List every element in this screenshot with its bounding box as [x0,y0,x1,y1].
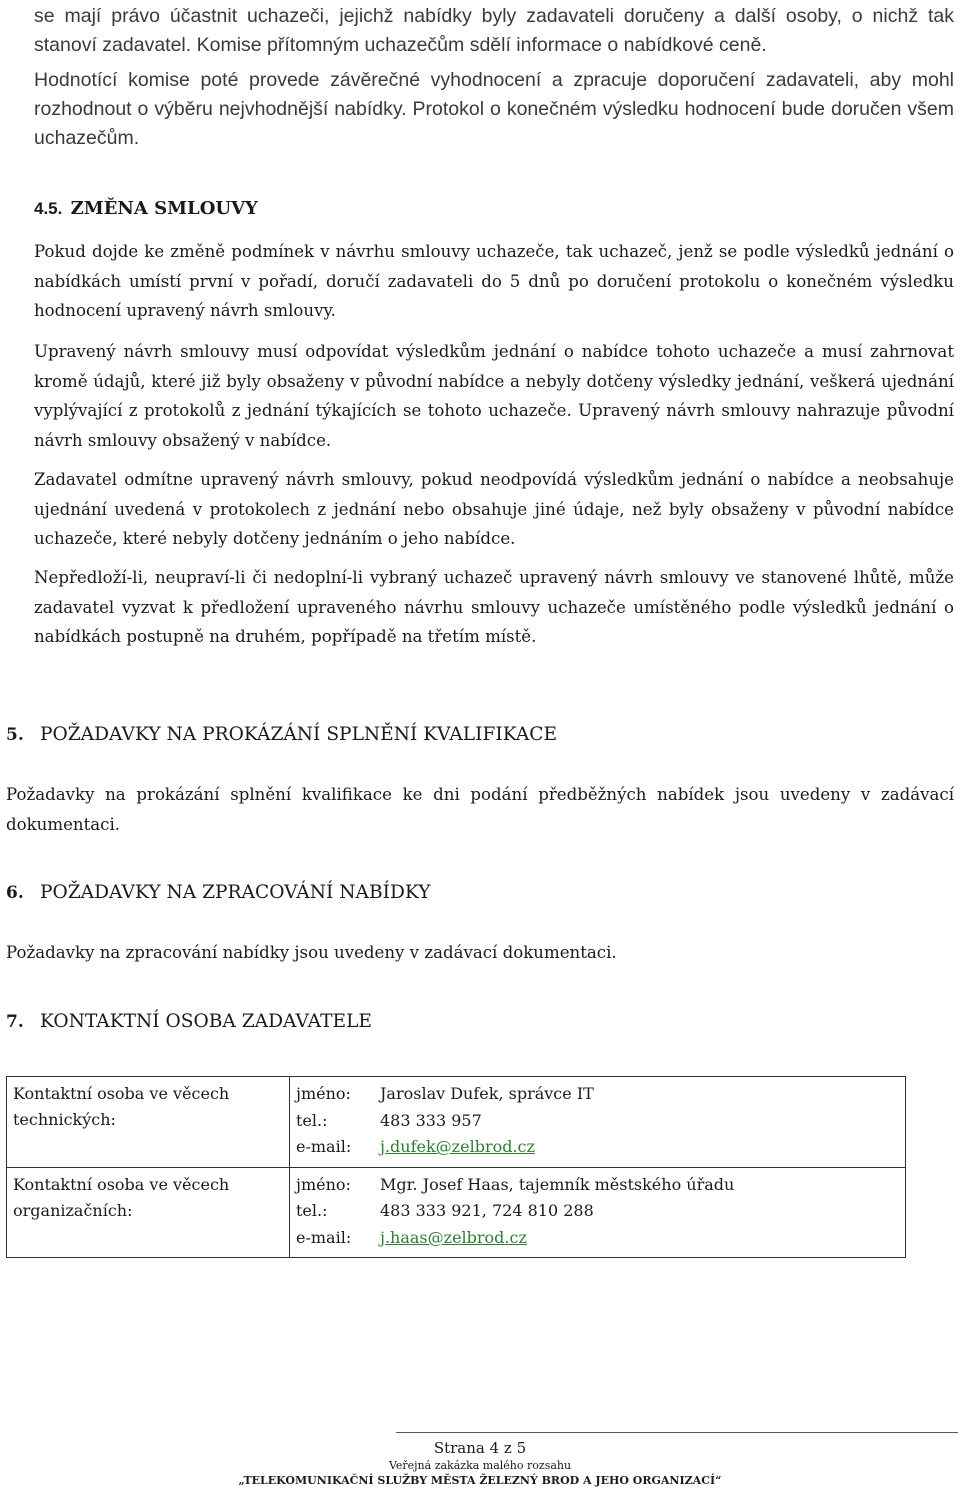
section-6-heading [6,880,431,906]
contact-details [290,1167,906,1258]
intro-paragraph-2: Hodnotící komise poté provede závěrečné vyhodnocení a zpracuje doporučení zadavateli, aby mohl rozhodnout o výběru nejvhodnější nabídky. Protokol o konečném výsledku hodnocení bude doručen všem uchazečům. [34,69,954,149]
section-7-number: 7. [6,1012,24,1032]
section-5-title: POŽADAVKY NA PROKÁZÁNÍ SPLNĚNÍ KVALIFIKACE [40,724,558,745]
tel-key: tel.: [296,1110,328,1130]
contact-name: Jaroslav Dufek, správce IT [380,1084,594,1103]
contact-name: Mgr. Josef Haas, tajemník městského úřadu [380,1174,735,1194]
contact-row-technical [7,1077,906,1168]
contact-email-link[interactable]: j.haas@zelbrod.cz [380,1227,527,1247]
section-7-heading [6,1009,372,1035]
section-7-title: KONTAKTNÍ OSOBA ZADAVATELE [40,1011,372,1032]
section-4-5-heading [34,196,258,222]
section-4-5-paragraph-1: Pokud dojde ke změně podmínek v návrhu smlouvy uchazeče, tak uchazeč, jenž se podle výsledků jednání o nabídkách umístí první v pořadí, doručí zadavateli do 5 dnů po doručení protokolu o konečném výsledku hodnocení upravený návrh smlouvy. [34,242,954,320]
name-key: jméno: [296,1174,351,1194]
section-5-number: 5. [6,725,24,745]
contact-table [6,1076,906,1258]
section-6-text: Požadavky na zpracování nabídky jsou uvedeny v zadávací dokumentaci. [6,943,617,962]
email-key: e-mail: [296,1227,352,1247]
contact-tel: 483 333 921, 724 810 288 [380,1201,594,1220]
name-key: jméno: [296,1084,351,1103]
contact-label: Kontaktní osoba ve věcech organizačních: [7,1167,290,1258]
contact-details [290,1077,906,1168]
intro-paragraph-1: se mají právo účastnit uchazeči, jejichž nabídky byly zadavateli doručeny a další osoby, o nichž tak stanoví zadavatel. Komise přítomným uchazečům sdělí informace o nabídkové ceně. [34,5,954,56]
tel-key: tel.: [296,1201,328,1220]
footer-doc-title: „TELEKOMUNIKAČNÍ SLUŽBY MĚSTA ŽELEZNÝ BROD A JEHO ORGANIZACÍ“ [238,1474,722,1487]
section-4-5-paragraph-2: Upravený návrh smlouvy musí odpovídat výsledkům jednání o nabídce tohoto uchazeče a musí zahrnovat kromě údajů, které již byly obsaženy v původní nabídce a nebyly dotčeny výsledky jednání, veškerá ujednání vyplývající z protokolů z jednání týkajících se tohoto uchazeče. Upravený návrh smlouvy nahrazuje původní návrh smlouvy obsažený v nabídce. [34,342,954,450]
email-key: e-mail: [296,1137,352,1156]
contact-tel: 483 333 957 [380,1110,482,1130]
section-4-5-number: 4.5. [34,199,63,218]
contact-email-link[interactable]: j.dufek@zelbrod.cz [380,1137,535,1156]
section-6-title: POŽADAVKY NA ZPRACOVÁNÍ NABÍDKY [40,882,431,903]
section-4-5-title: ZMĚNA SMLOUVY [70,198,258,219]
footer-doc-type: Veřejná zakázka malého rozsahu [388,1459,572,1472]
section-5-text: Požadavky na prokázání splnění kvalifikace ke dni podání předběžných nabídek jsou uvedeny v zadávací dokumentaci. [6,785,954,834]
section-4-5-paragraph-3: Zadavatel odmítne upravený návrh smlouvy, pokud neodpovídá výsledkům jednání o nabídce a neobsahuje ujednání uvedená v protokolech z jednání nebo obsahuje jiné údaje, než byly obsaženy v původní nabídce uchazeče, které nebyly dotčeny jednáním o jeho nabídce. [34,470,954,548]
footer-page-number: Strana 4 z 5 [433,1439,527,1457]
section-4-5-paragraph-4: Nepředloží-li, neupraví-li či nedoplní-li vybraný uchazeč upravený návrh smlouvy ve stanovené lhůtě, může zadavatel vyzvat k předložení upraveného návrhu smlouvy uchazeče umístěného podle výsledků jednání o nabídkách postupně na druhém, popřípadě na třetím místě. [34,568,954,646]
section-6-number: 6. [6,883,24,903]
footer-divider [396,1432,958,1433]
contact-label: Kontaktní osoba ve věcech technických: [7,1077,290,1168]
contact-row-organizational [7,1167,906,1258]
section-5-heading [6,722,557,748]
